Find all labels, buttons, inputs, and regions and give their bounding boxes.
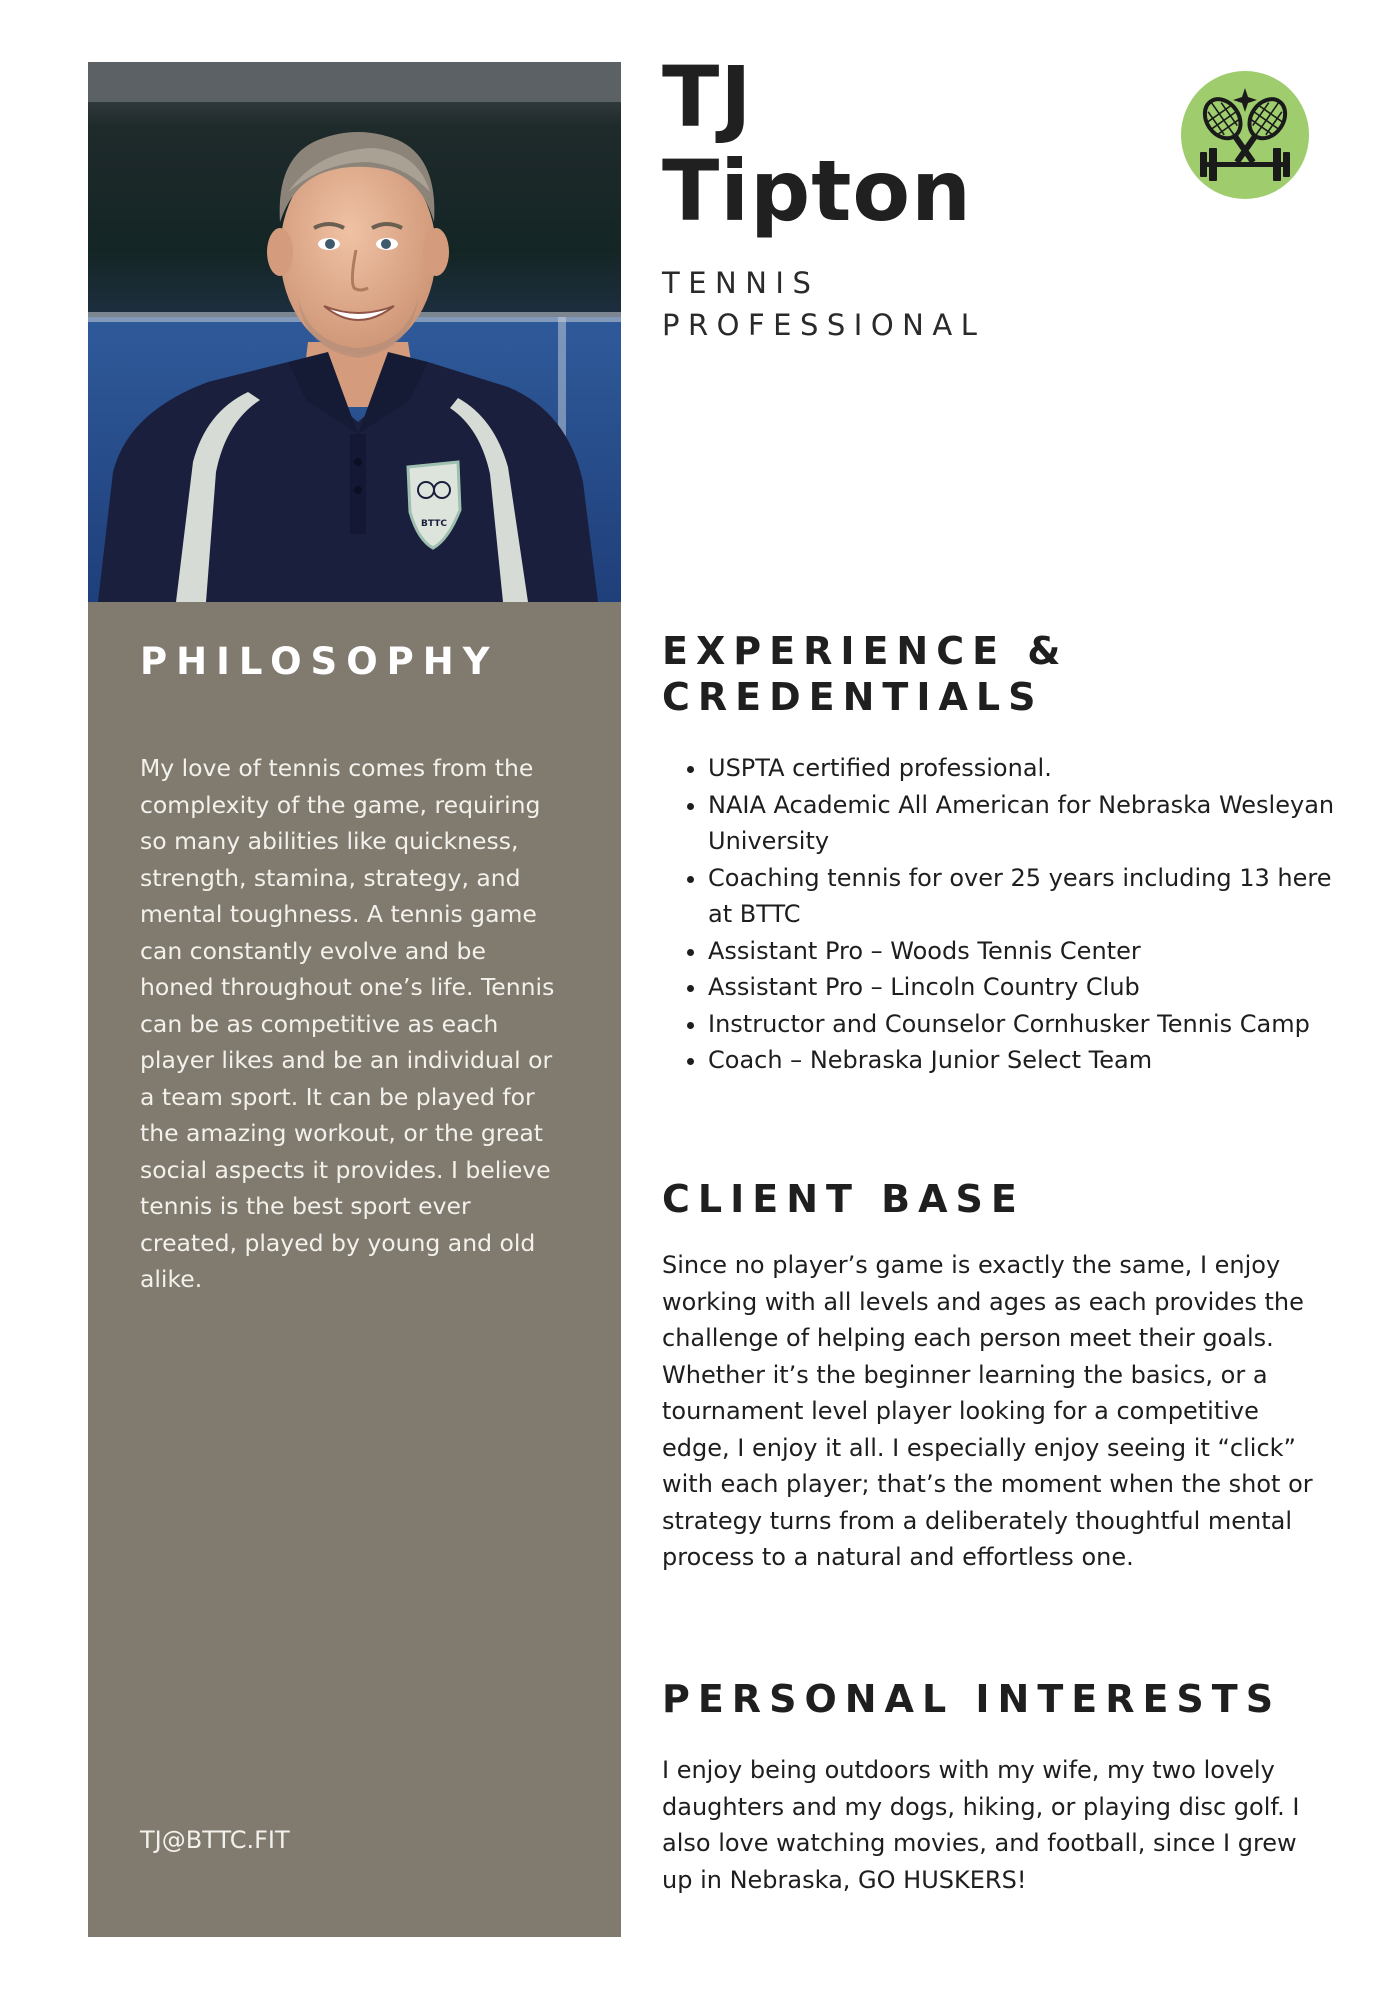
experience-heading: EXPERIENCE & CREDENTIALS — [662, 629, 1069, 719]
tennis-racket-logo-icon — [1180, 70, 1310, 200]
personal-interests-heading: PERSONAL INTERESTS — [662, 1677, 1282, 1721]
experience-item: • USPTA certified professional. — [708, 750, 1348, 787]
client-base-heading: CLIENT BASE — [662, 1177, 1025, 1221]
experience-list — [662, 750, 1348, 1079]
experience-item: • Coaching tennis for over 25 years including 13 here at BTTC — [708, 860, 1348, 933]
experience-item: • Instructor and Counselor Cornhusker Tennis Camp — [708, 1006, 1348, 1043]
profile-photo — [88, 62, 621, 602]
client-base-text: Since no player’s game is exactly the same, I enjoy working with all levels and ages as each provides the challenge of helping each person meet their goals. Whether it’s the beginner learning the basics, or a tournament level player looking for a competitive edge, I enjoy it all. I especially enjoy seeing it “click” with each player; that’s the moment when the shot or strategy turns from a deliberately thoughtful mental process to a natural and effortless one. — [662, 1251, 1313, 1571]
philosophy-heading: PHILOSOPHY — [140, 640, 499, 683]
experience-item: • Assistant Pro – Woods Tennis Center — [708, 933, 1348, 970]
experience-item: • Coach – Nebraska Junior Select Team — [708, 1042, 1348, 1079]
contact-email[interactable]: TJ@BTTC.FIT — [140, 1826, 290, 1854]
philosophy-panel — [88, 602, 621, 1937]
profile-photo-illustration — [88, 62, 621, 602]
experience-item: • NAIA Academic All American for Nebraska Wesleyan University — [708, 787, 1348, 860]
shirt-badge-text: BTTC — [421, 519, 447, 529]
role-line-1: TENNIS — [662, 266, 820, 300]
experience-item: • Assistant Pro – Lincoln Country Club — [708, 969, 1348, 1006]
last-name: Tipton — [662, 142, 972, 240]
philosophy-text: My love of tennis comes from the complexity of the game, requiring so many abilities like quickness, strength, stamina, strategy, and mental toughness. A tennis game can constantly evolve and be honed throughout one’s life. Tennis can be as competitive as each player likes and be an individual or a team sport. It can be played for the amazing workout, or the great social aspects it provides. I believe tennis is the best sport ever created, played by young and old alike. — [140, 754, 555, 1293]
first-name: TJ — [662, 48, 753, 146]
role-line-2: PROFESSIONAL — [662, 308, 986, 342]
personal-interests-text: I enjoy being outdoors with my wife, my two lovely daughters and my dogs, hiking, or playing disc golf. I also love watching movies, and football, since I grew up in Nebraska, GO HUSKERS! — [662, 1756, 1300, 1894]
